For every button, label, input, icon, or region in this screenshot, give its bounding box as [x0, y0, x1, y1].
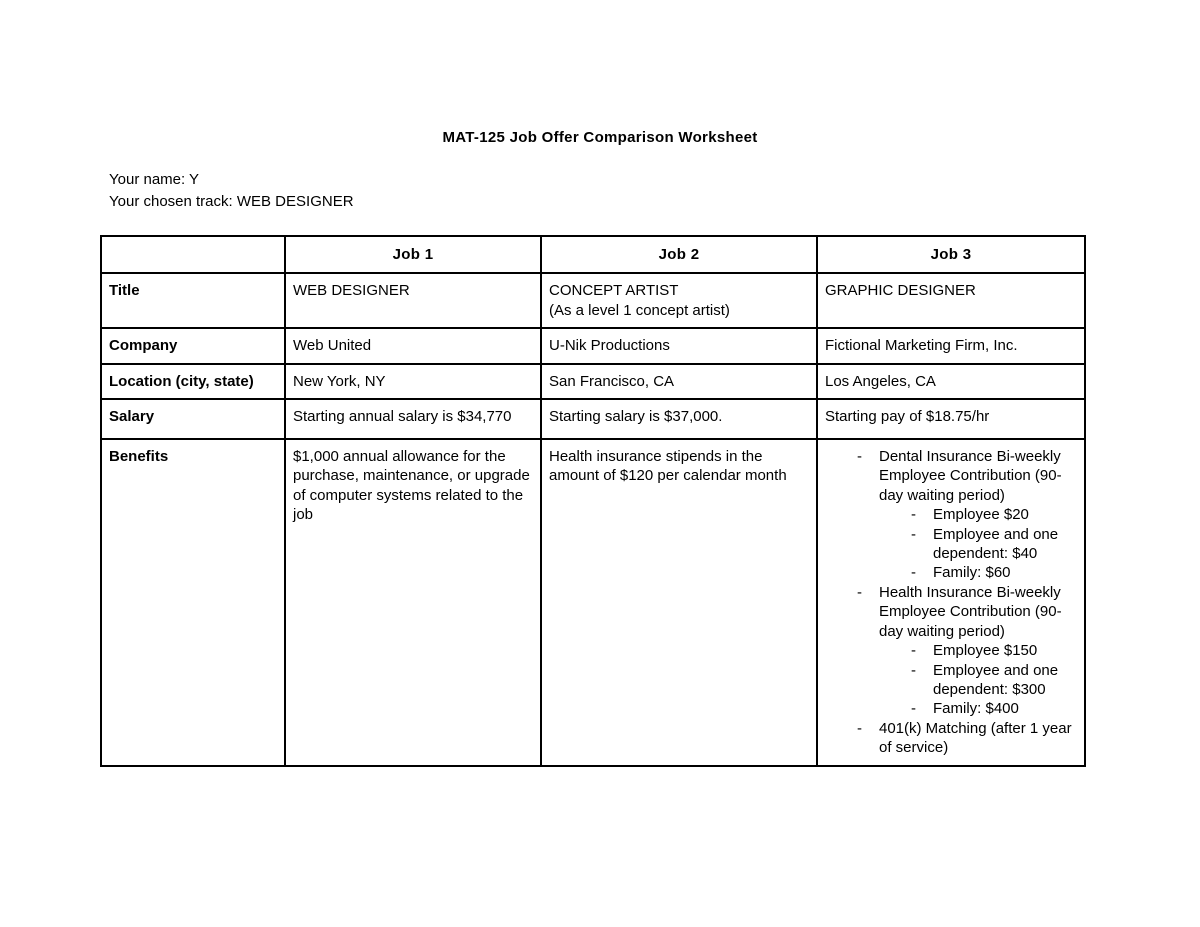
company-job-1: Web United: [285, 328, 541, 363]
benefits-job-3-list: [825, 447, 1078, 758]
title-job-3: GRAPHIC DESIGNER: [817, 273, 1085, 328]
title-job-2: [541, 273, 817, 328]
header-empty-cell: [101, 236, 285, 273]
list-item: - Employee $20: [879, 505, 1078, 524]
header-job-1: Job 1: [285, 236, 541, 273]
benefits-job-1: $1,000 annual allowance for the purchase, maintenance, or upgrade of computer systems related to the job: [285, 439, 541, 766]
benefits-job-2: Health insurance stipends in the amount of $120 per calendar month: [541, 439, 817, 766]
health-sub-list: [879, 641, 1078, 719]
title-job-1: WEB DESIGNER: [285, 273, 541, 328]
table-row-location: [101, 364, 1085, 399]
row-label-title: Title: [101, 273, 285, 328]
location-job-3: Los Angeles, CA: [817, 364, 1085, 399]
row-label-location: Location (city, state): [101, 364, 285, 399]
job-comparison-table: [100, 235, 1086, 767]
chosen-track-line: Your chosen track: WEB DESIGNER: [109, 193, 354, 210]
list-item: - Employee and one dependent: $300: [879, 661, 1078, 700]
row-label-salary: Salary: [101, 399, 285, 439]
salary-job-3: Starting pay of $18.75/hr: [817, 399, 1085, 439]
list-item: - Employee and one dependent: $40: [879, 525, 1078, 564]
table-row-company: [101, 328, 1085, 363]
row-label-company: Company: [101, 328, 285, 363]
table-row-title: [101, 273, 1085, 328]
list-item: - Family: $60: [879, 563, 1078, 582]
your-name-line: Your name: Y: [109, 171, 200, 188]
salary-job-2: Starting salary is $37,000.: [541, 399, 817, 439]
salary-job-1: Starting annual salary is $34,770: [285, 399, 541, 439]
list-item: - Family: $400: [879, 699, 1078, 718]
header-job-3: Job 3: [817, 236, 1085, 273]
health-insurance-text: Health Insurance Bi-weekly Employee Contribution (90-day waiting period): [879, 583, 1062, 640]
location-job-2: San Francisco, CA: [541, 364, 817, 399]
location-job-1: New York, NY: [285, 364, 541, 399]
list-item-dental: [825, 447, 1078, 583]
table-header-row: [101, 236, 1085, 273]
company-job-2: U-Nik Productions: [541, 328, 817, 363]
table-row-salary: [101, 399, 1085, 439]
list-item: - Employee $150: [879, 641, 1078, 660]
row-label-benefits: Benefits: [101, 439, 285, 766]
title-job-2-line-1: CONCEPT ARTIST: [549, 282, 679, 300]
header-job-2: Job 2: [541, 236, 817, 273]
table-row-benefits: [101, 439, 1085, 766]
title-job-2-line-2: (As a level 1 concept artist): [549, 301, 730, 319]
benefits-job-3: [817, 439, 1085, 766]
company-job-3: Fictional Marketing Firm, Inc.: [817, 328, 1085, 363]
list-item-health: [825, 583, 1078, 719]
dental-sub-list: [879, 505, 1078, 583]
page-title: MAT-125 Job Offer Comparison Worksheet: [442, 129, 758, 146]
dental-insurance-text: Dental Insurance Bi-weekly Employee Contribution (90-day waiting period): [879, 448, 1062, 504]
list-item-401k: - 401(k) Matching (after 1 year of service): [825, 719, 1078, 758]
